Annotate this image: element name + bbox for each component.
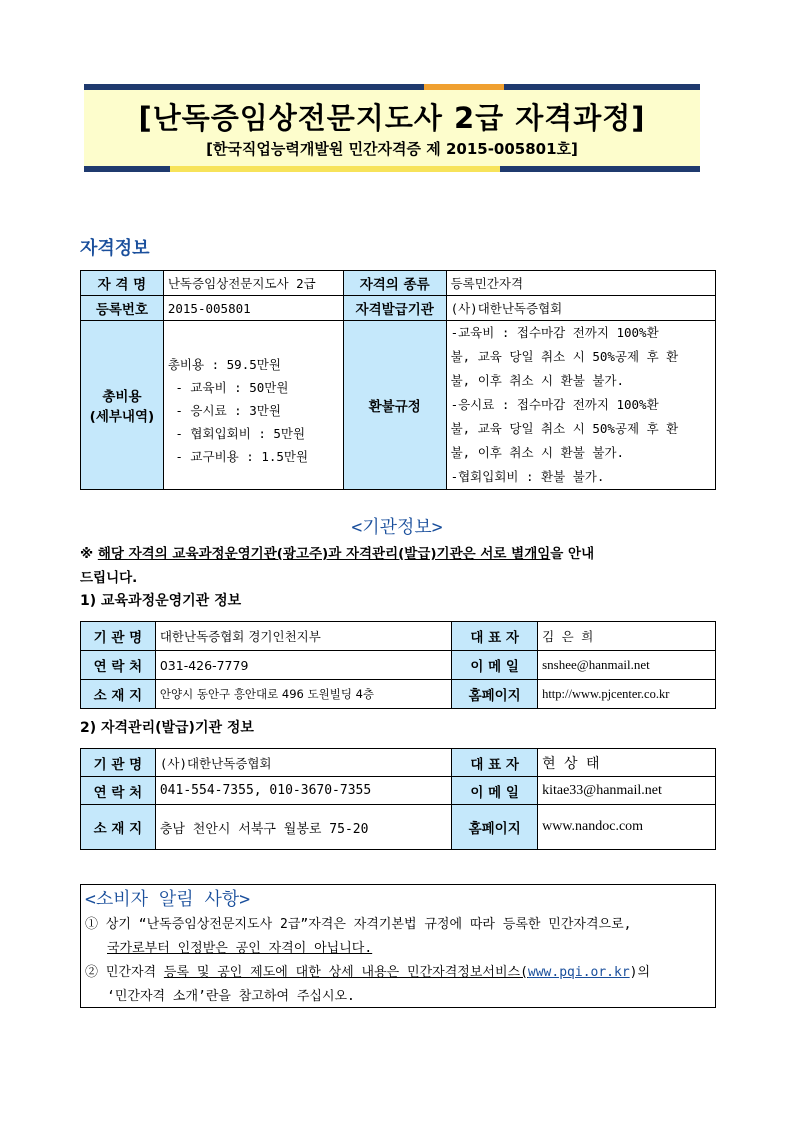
consumer-notice-title: <소비자 알림 사항> [85,889,251,910]
mgmt-org-heading: 2) 자격관리(발급)기관 정보 [80,720,254,736]
refund-line: 불, 이후 취소 시 환불 불가. [450,373,624,388]
table-row [81,271,716,296]
table-row [81,622,716,651]
consumer-notice-line: 국가로부터 인정받은 공인 자격이 아닙니다. [107,941,373,956]
issuer-value: (사)대한난독증협회 [446,296,715,321]
refund-policy-label: 환불규정 [343,321,446,490]
cost-line: - 협회입회비 : 5만원 [167,425,306,441]
edu-homepage-label: 홈페이지 [452,680,538,709]
consumer-notice-line [85,961,711,985]
mgmt-address-value: 충남 천안시 서북구 월봉로 75-20 [155,805,451,850]
cost-line: 총비용 : 59.5만원 [167,356,281,372]
mgmt-homepage-value[interactable]: www.nandoc.com [538,805,716,850]
consumer-notice-item [85,913,711,961]
qualification-table [80,270,716,490]
mgmt-email-value[interactable]: kitae33@hanmail.net [538,777,716,805]
banner-bottom-bar [84,166,700,172]
qual-name-value: 난독증임상전문지도사 2급 [163,271,343,296]
total-cost-breakdown [163,321,343,490]
edu-org-table [80,621,716,709]
edu-org-name-label: 기 관 명 [81,622,156,651]
consumer-notice-underlined-text: 등록 및 공인 제도에 대한 상세 내용은 민간자격정보서비스( [163,965,528,980]
mgmt-tel-value: 041-554-7355, 010-3670-7355 [155,777,451,805]
total-cost-label-line: 총비용 [102,389,142,405]
issuer-label: 자격발급기관 [343,296,446,321]
separation-notice [80,542,720,590]
mgmt-org-name-label: 기 관 명 [81,749,156,777]
edu-tel-value: 031-426-7779 [155,651,451,680]
org-info-heading: <기관정보> [351,517,443,538]
qual-name-label: 자 격 명 [81,271,164,296]
pqi-link[interactable]: www.pqi.or.kr [527,965,630,980]
total-cost-label [81,321,164,490]
refund-line: 불, 교육 당일 취소 시 50%공제 후 환 [450,349,679,364]
mgmt-org-table [80,748,716,850]
consumer-notice-text: )의 [629,965,651,980]
table-row [81,321,716,490]
edu-address-value: 안양시 동안구 흥안대로 496 도원빌딩 4층 [155,680,451,709]
edu-rep-value: 김 은 희 [538,622,716,651]
table-row [81,805,716,850]
edu-tel-label: 연 락 처 [81,651,156,680]
edu-homepage-value[interactable]: http://www.pjcenter.co.kr [538,680,716,709]
total-cost-label-line: (세부내역) [89,409,155,425]
mgmt-homepage-label: 홈페이지 [452,805,538,850]
cost-line: - 응시료 : 3만원 [167,402,281,418]
banner-bar-yellow [170,166,500,172]
edu-rep-label: 대 표 자 [452,622,538,651]
refund-line: -응시료 : 접수마감 전까지 100%환 [450,397,659,412]
edu-org-name-value: 대한난독증협회 경기인천지부 [155,622,451,651]
reg-number-label: 등록번호 [81,296,164,321]
table-row [81,680,716,709]
edu-email-label: 이 메 일 [452,651,538,680]
refund-line: 불, 교육 당일 취소 시 50%공제 후 환 [450,421,679,436]
qual-type-value: 등록민간자격 [446,271,715,296]
consumer-notice-line: ① 상기 “난독증임상전문지도사 2급”자격은 자격기본법 규정에 따라 등록한 민간자격으로, [85,917,632,932]
notice-mark: ※ [80,546,98,562]
refund-line: -교육비 : 접수마감 전까지 100%환 [450,325,659,340]
notice-text-line2: 드립니다. [80,570,138,586]
table-row [81,777,716,805]
edu-address-label: 소 재 지 [81,680,156,709]
mgmt-tel-label: 연 락 처 [81,777,156,805]
banner-bar-navy [84,166,170,172]
notice-text: 을 안내 [550,546,595,562]
mgmt-email-label: 이 메 일 [452,777,538,805]
qual-type-label: 자격의 종류 [343,271,446,296]
consumer-notice-text: ② 민간자격 [85,965,164,980]
consumer-notice-item [85,961,711,1009]
mgmt-address-label: 소 재 지 [81,805,156,850]
mgmt-rep-label: 대 표 자 [452,749,538,777]
reg-number-value: 2015-005801 [163,296,343,321]
table-row [81,749,716,777]
consumer-notice-box [80,884,716,1008]
title-banner [84,84,700,172]
page-subtitle: [한국직업능력개발원 민간자격증 제 2015-005801호] [206,140,578,158]
banner-bar-navy [500,166,700,172]
refund-line: 불, 이후 취소 시 환불 불가. [450,445,624,460]
refund-policy-text [446,321,715,490]
edu-email-value[interactable]: snshee@hanmail.net [538,651,716,680]
qualification-heading: 자격정보 [80,238,150,259]
mgmt-org-name-value: (사)대한난독증협회 [155,749,451,777]
edu-org-heading: 1) 교육과정운영기관 정보 [80,593,242,609]
refund-line: -협회입회비 : 환불 불가. [450,469,605,484]
table-row [81,296,716,321]
cost-line: - 교육비 : 50만원 [167,379,289,395]
table-row [81,651,716,680]
page-title: [난독증임상전문지도사 2급 자격과정] [138,101,646,135]
notice-underlined-text: 해당 자격의 교육과정운영기관(광고주)과 자격관리(발급)기관은 서로 별개임 [97,546,551,562]
cost-line: - 교구비용 : 1.5만원 [167,448,309,464]
mgmt-rep-value: 현 상 태 [538,749,716,777]
consumer-notice-line: ‘민간자격 소개’란을 참고하여 주십시오. [107,989,355,1004]
